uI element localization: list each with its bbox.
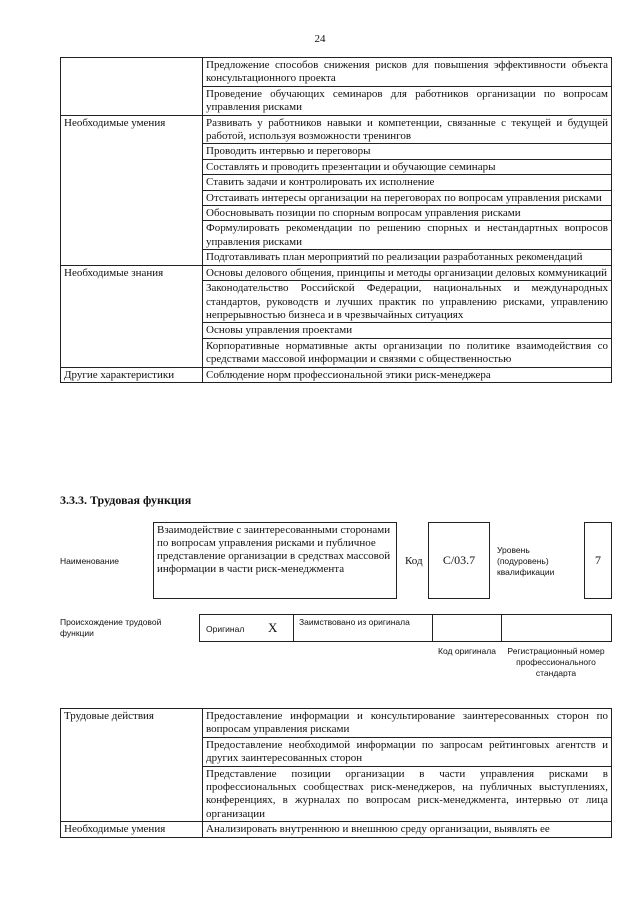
original-mark: X [268,620,278,635]
original-label: Оригинал [206,624,245,634]
function-name-box: Взаимодействие с заинтересованными сторонами по вопросам управления рисками и публичное представление организации в средствах массовой информации в части риск-менеджмента [153,522,397,599]
row-text: Проведение обучающих семинаров для работников организации по вопросам управления рисками [203,86,612,115]
level-value-box: 7 [584,522,612,599]
row-text: Корпоративные нормативные акты организации по политике взаимодействия со средствами массовой информации и связями с общественностью [203,338,612,367]
row-label-other: Другие характеристики [61,367,203,382]
table-row [61,58,612,87]
page-number: 24 [314,33,326,45]
row-text: Предоставление информации и консультирование заинтересованных сторон по вопросам управления рисками [203,709,612,738]
function-code-box: C/03.7 [428,522,490,599]
row-text: Соблюдение норм профессиональной этики риск-менеджера [203,367,612,382]
row-label-knowledge: Необходимые знания [61,265,203,367]
row-text: Предложение способов снижения рисков для повышения эффективности объекта консультационного проекта [203,58,612,87]
row-text: Развивать у работников навыки и компетенции, связанные с текущей и будущей работой, используя возможности тренингов [203,115,612,144]
reg-number-cell [501,614,612,642]
row-text: Проводить интервью и переговоры [203,144,612,159]
requirements-table [60,57,612,383]
table-row [61,367,612,382]
code-caption: Код оригинала [438,646,496,656]
labor-actions-table [60,708,612,838]
row-text: Основы управления проектами [203,323,612,338]
row-label-skills: Необходимые умения [61,115,203,265]
row-text: Основы делового общения, принципы и методы организации деловых коммуникаций [203,265,612,280]
row-text: Представление позиции организации в части управления рисками в профессиональных сообществах риск-менеджеров, на публичных выступлениях, конференциях, в журналах по вопросам риск-менеджмента, интервью от лица организации [203,766,612,822]
reg-caption: Регистрационный номер профессионального стандарта [507,646,605,678]
row-text: Законодательство Российской Федерации, национальных и международных стандартов, руководств и лучших практик по управлению рисками, управлению непрерывностью бизнеса и в чрезвычайных ситуациях [203,281,612,323]
borrowed-cell [293,614,433,642]
original-code-cell [432,614,502,642]
row-text: Подготавливать план мероприятий по реализации разработанных рекомендаций [203,250,612,265]
row-text: Формулировать рекомендации по решению спорных и нестандартных вопросов управления рисками [203,221,612,250]
name-label: Наименование [60,556,119,566]
origin-label: Происхождение трудовой функции [60,617,162,638]
level-label: Уровень (подуровень) квалификации [497,545,555,577]
row-text: Отстаивать интересы организации на переговорах по вопросам управления рисками [203,190,612,205]
borrowed-label: Заимствовано из оригинала [299,617,410,627]
original-cell [199,614,294,642]
row-text: Обосновывать позиции по спорным вопросам управления рисками [203,206,612,221]
row-label-actions: Трудовые действия [61,709,203,822]
code-label: Код [405,555,423,567]
row-text: Анализировать внутреннюю и внешнюю среду организации, выявлять ее [203,822,612,837]
table-row [61,709,612,738]
row-text: Ставить задачи и контролировать их исполнение [203,175,612,190]
table-row [61,115,612,144]
table-row [61,822,612,837]
row-text: Предоставление необходимой информации по запросам рейтинговых агентств и других заинтересованных сторон [203,737,612,766]
row-text: Составлять и проводить презентации и обучающие семинары [203,159,612,174]
table-row [61,265,612,280]
row-label-skills: Необходимые умения [61,822,203,837]
row-label [61,58,203,116]
section-heading: 3.3.3. Трудовая функция [60,493,192,507]
